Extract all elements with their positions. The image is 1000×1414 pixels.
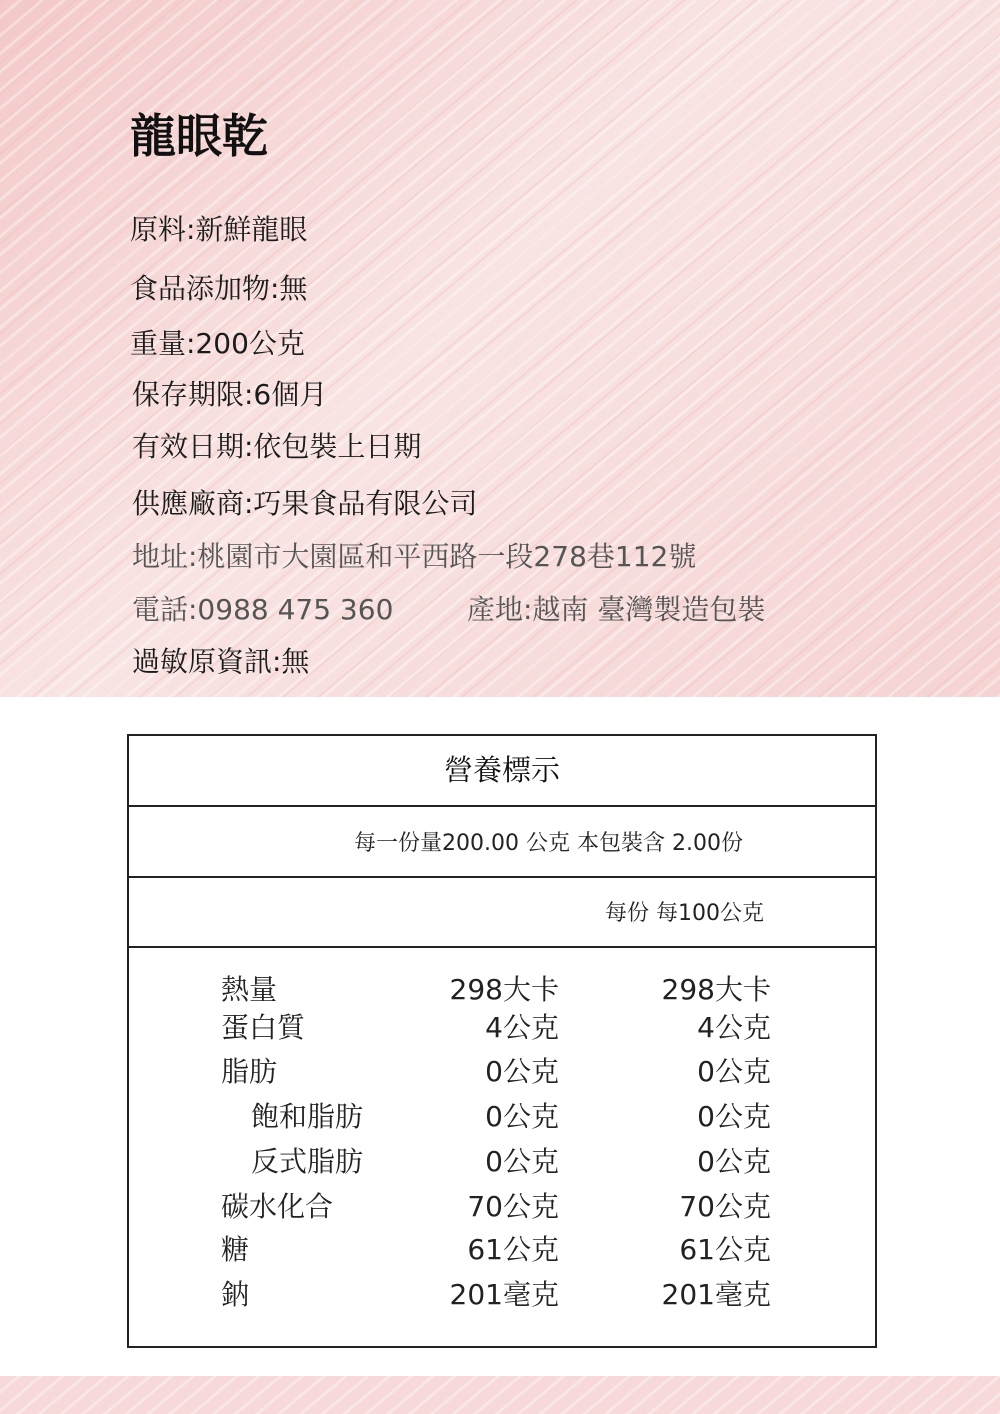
per-serving-value: 0公克 [485,1145,559,1178]
per-100g-value: 0公克 [697,1100,771,1133]
serving-size-text: 每一份量200.00 公克 本包裝含 2.00份 [354,831,743,856]
nutrient-name: 飽和脂肪 [251,1100,364,1133]
per-100g-value: 70公克 [679,1190,771,1223]
per-serving-value: 4公克 [485,1011,559,1044]
nutrient-row [129,1050,875,1090]
product-title: 龍眼乾 [130,109,268,163]
per-100g-value: 201毫克 [661,1278,771,1311]
nutrient-row [129,1185,875,1225]
per-serving-value: 0公克 [485,1100,559,1133]
per-serving-value: 201毫克 [449,1278,559,1311]
shelf-life-line: 保存期限:6個月 [132,378,328,411]
additives-line: 食品添加物:無 [130,272,308,305]
per-100g-value: 0公克 [697,1145,771,1178]
per-100g-value: 298大卡 [661,973,771,1006]
nutrient-name: 鈉 [221,1278,250,1311]
nutrient-row [129,1273,875,1313]
column-header: 每份 每100公克 [605,901,764,926]
divider [129,946,875,948]
per-serving-value: 298大卡 [449,973,559,1006]
nutrient-row [129,968,875,1008]
nutrient-row [129,1140,875,1180]
nutrient-name: 熱量 [221,973,278,1006]
ingredients-line: 原料:新鮮龍眼 [130,213,308,246]
per-serving-value: 61公克 [467,1233,559,1266]
weight-line: 重量:200公克 [130,327,305,360]
supplier-line: 供應廠商:巧果食品有限公司 [132,487,478,520]
per-serving-value: 0公克 [485,1055,559,1088]
allergen-line: 過敏原資訊:無 [132,645,310,678]
nutrient-row [129,1006,875,1046]
nutrient-name: 蛋白質 [221,1011,306,1044]
nutrient-name: 碳水化合 [221,1190,334,1223]
divider [129,876,875,878]
nutrition-title: 營養標示 [443,753,560,787]
per-100g-value: 4公克 [697,1011,771,1044]
origin-line: 產地:越南 臺灣製造包裝 [467,593,766,626]
per-serving-value: 70公克 [467,1190,559,1223]
per-100g-value: 0公克 [697,1055,771,1088]
nutrient-row [129,1095,875,1135]
nutrient-row [129,1228,875,1268]
phone-line: 電話:0988 475 360 [132,593,394,626]
per-100g-value: 61公克 [679,1233,771,1266]
nutrient-name: 糖 [221,1233,250,1266]
pink-texture-footer [0,1376,1000,1414]
expiry-line: 有效日期:依包裝上日期 [132,430,422,463]
divider [129,805,875,807]
nutrient-name: 脂肪 [221,1055,278,1088]
nutrient-name: 反式脂肪 [251,1145,364,1178]
nutrition-facts-panel [127,734,877,1348]
address-line: 地址:桃園市大園區和平西路一段278巷112號 [132,540,697,573]
